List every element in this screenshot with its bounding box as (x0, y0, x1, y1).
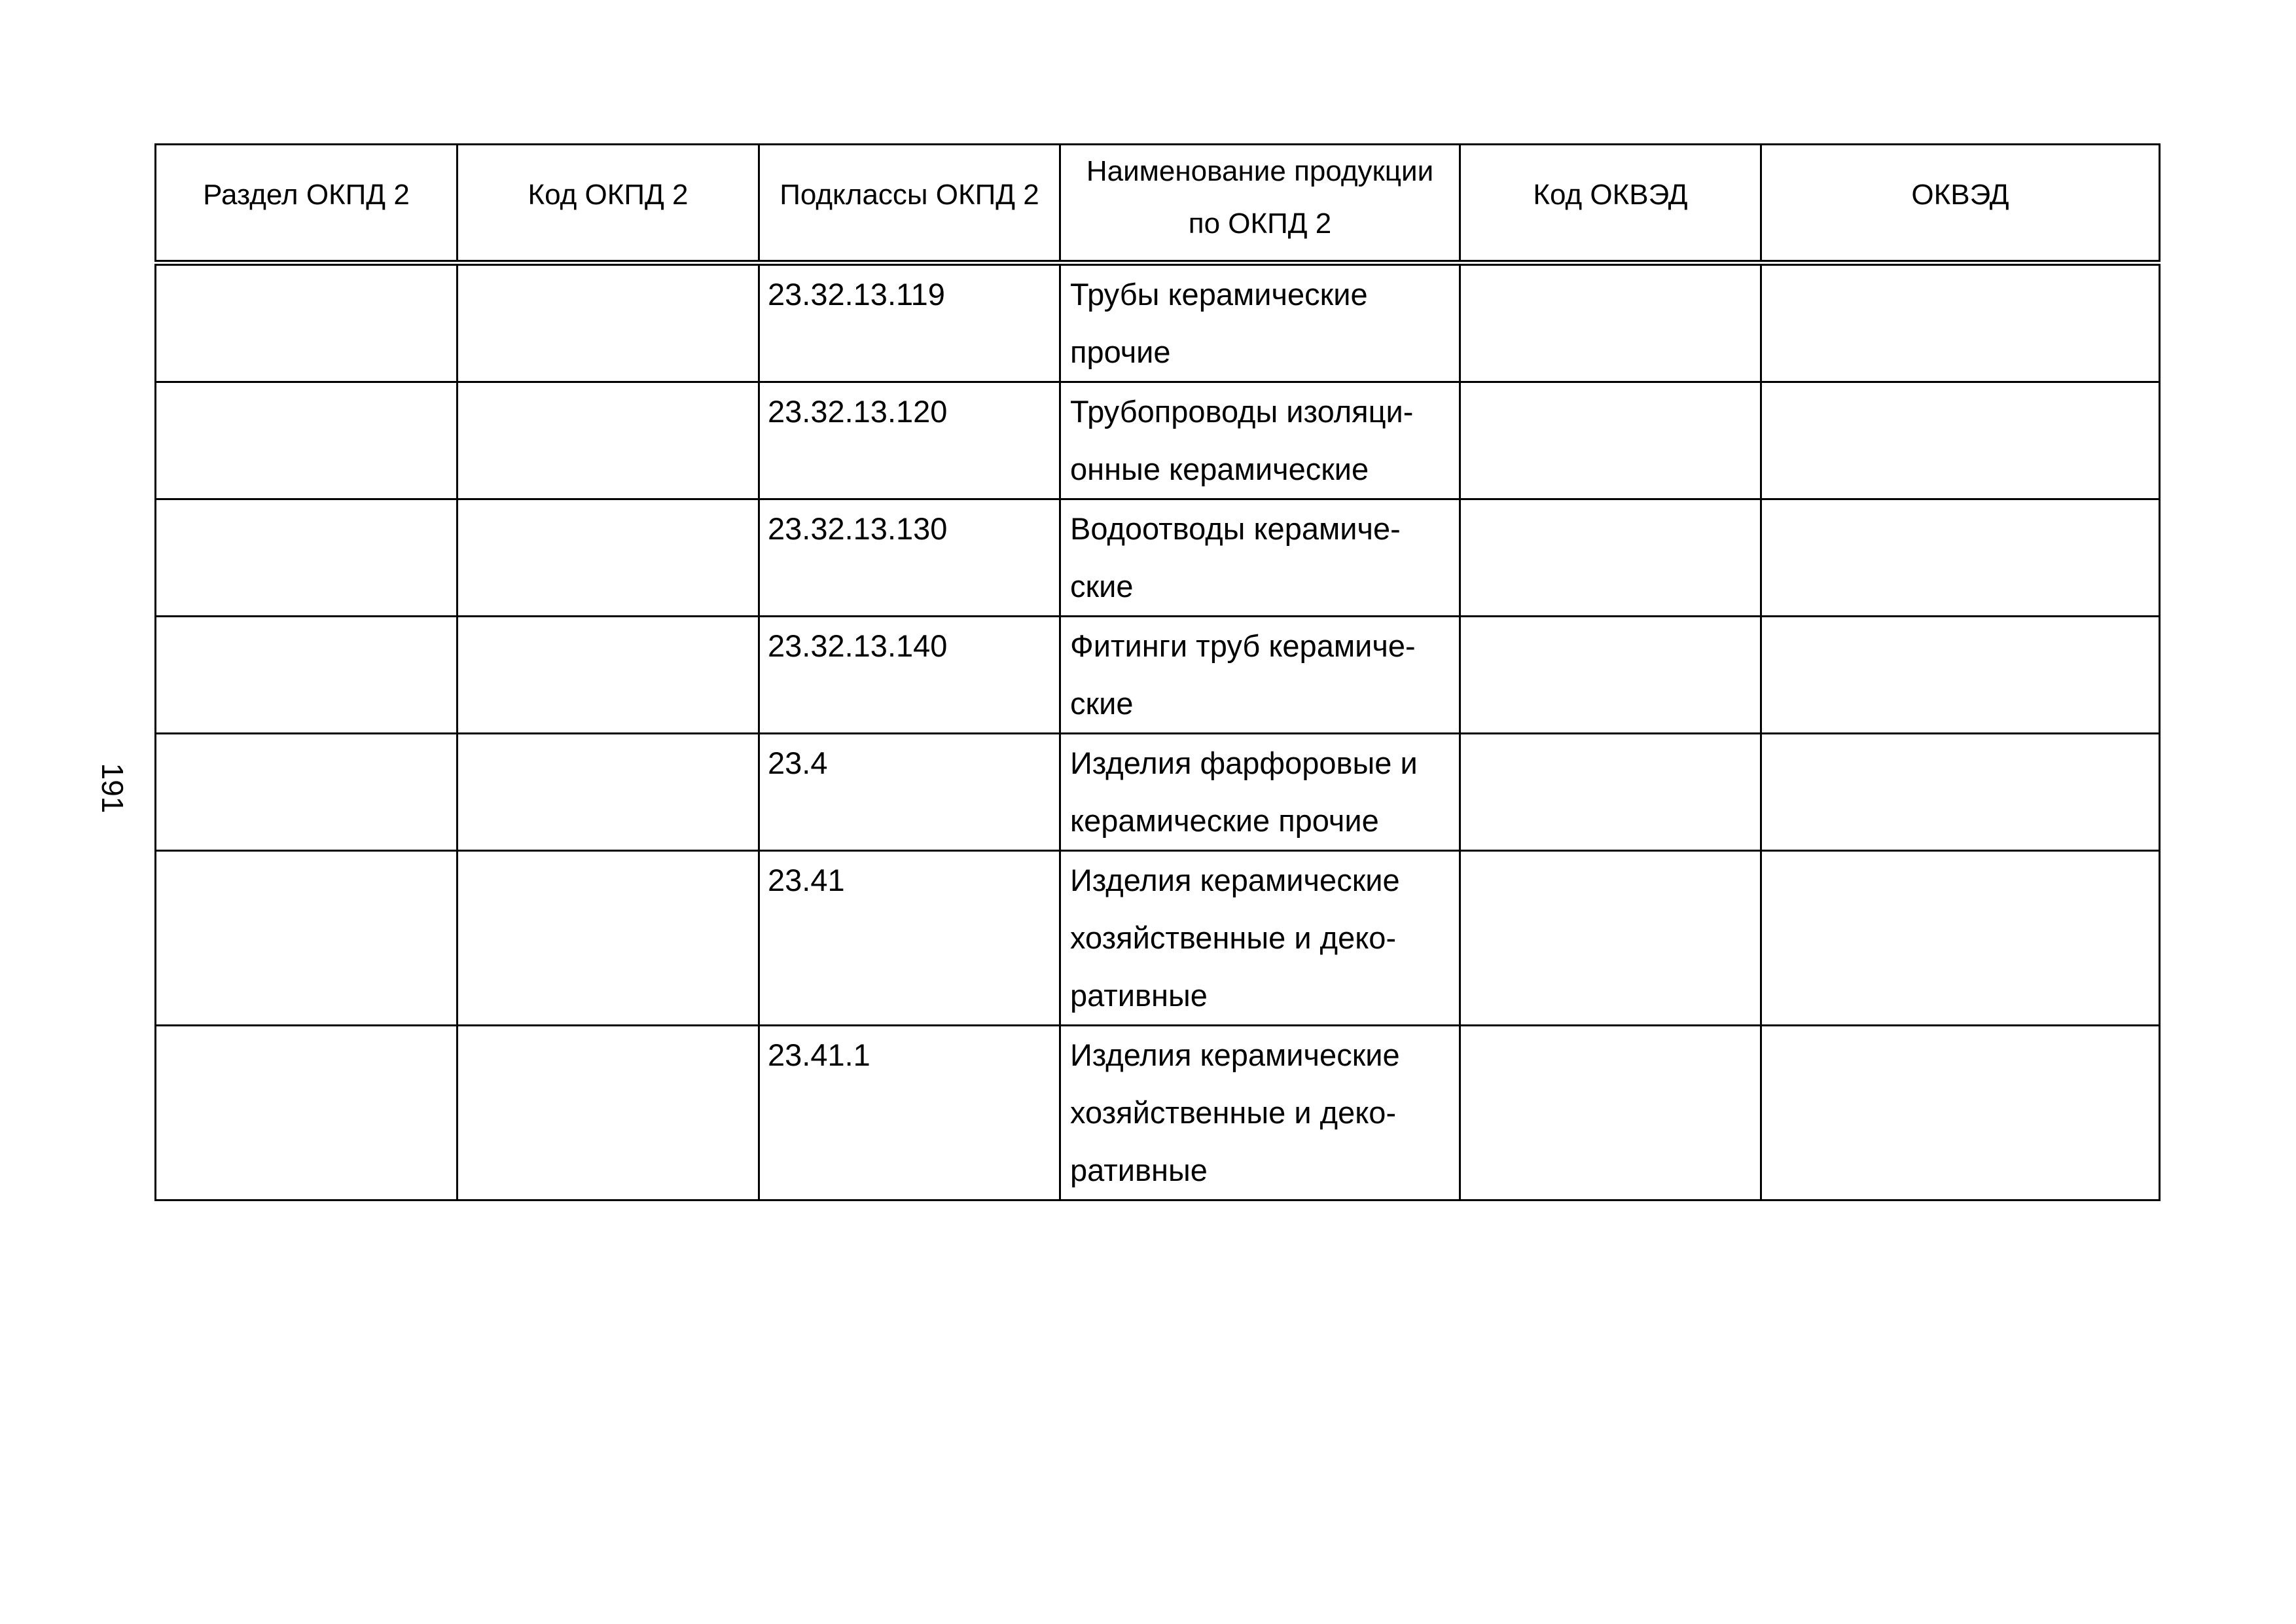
table-row (156, 263, 2160, 382)
cell-okved (1761, 734, 2160, 851)
cell-okved (1761, 617, 2160, 734)
cell-okved (1761, 499, 2160, 617)
cell-subclass: 23.41 (759, 851, 1060, 1026)
cell-subclass: 23.32.13.140 (759, 617, 1060, 734)
cell-section (156, 382, 457, 499)
cell-code (457, 499, 759, 617)
cell-product-name: Изделия керамические хозяйственные и деко- ративные (1060, 1026, 1460, 1200)
cell-section (156, 263, 457, 382)
cell-okved (1761, 1026, 2160, 1200)
cell-subclass: 23.32.13.119 (759, 263, 1060, 382)
cell-product-name: Водоотводы керамиче- ские (1060, 499, 1460, 617)
cell-section (156, 734, 457, 851)
cell-code (457, 851, 759, 1026)
header-product-name: Наименование продукции по ОКПД 2 (1060, 145, 1460, 263)
table-row (156, 851, 2160, 1026)
cell-okved-code (1460, 851, 1761, 1026)
cell-okved-code (1460, 263, 1761, 382)
table-row (156, 734, 2160, 851)
cell-code (457, 382, 759, 499)
table-row (156, 382, 2160, 499)
header-okved: ОКВЭД (1761, 145, 2160, 263)
cell-product-name: Изделия керамические хозяйственные и деко- ративные (1060, 851, 1460, 1026)
cell-okved-code (1460, 499, 1761, 617)
page-number: 191 (96, 763, 130, 814)
table-row (156, 617, 2160, 734)
cell-section (156, 851, 457, 1026)
header-subclass: Подклассы ОКПД 2 (759, 145, 1060, 263)
header-okved-code: Код ОКВЭД (1460, 145, 1761, 263)
cell-section (156, 617, 457, 734)
cell-okved-code (1460, 1026, 1761, 1200)
header-section: Раздел ОКПД 2 (156, 145, 457, 263)
cell-section (156, 499, 457, 617)
cell-code (457, 263, 759, 382)
cell-code (457, 617, 759, 734)
cell-okved (1761, 382, 2160, 499)
cell-code (457, 734, 759, 851)
okpd-table (154, 143, 2161, 1201)
cell-product-name: Фитинги труб керамиче- ские (1060, 617, 1460, 734)
cell-subclass: 23.4 (759, 734, 1060, 851)
cell-okved-code (1460, 617, 1761, 734)
cell-product-name: Изделия фарфоровые и керамические прочие (1060, 734, 1460, 851)
table-row (156, 1026, 2160, 1200)
cell-product-name: Трубы керамические прочие (1060, 263, 1460, 382)
cell-subclass: 23.32.13.120 (759, 382, 1060, 499)
table-row (156, 499, 2160, 617)
cell-code (457, 1026, 759, 1200)
cell-subclass: 23.41.1 (759, 1026, 1060, 1200)
cell-okved-code (1460, 382, 1761, 499)
cell-section (156, 1026, 457, 1200)
cell-okved (1761, 851, 2160, 1026)
table-header-row (156, 145, 2160, 263)
cell-subclass: 23.32.13.130 (759, 499, 1060, 617)
cell-okved (1761, 263, 2160, 382)
cell-product-name: Трубопроводы изоляци- онные керамические (1060, 382, 1460, 499)
cell-okved-code (1460, 734, 1761, 851)
header-code: Код ОКПД 2 (457, 145, 759, 263)
